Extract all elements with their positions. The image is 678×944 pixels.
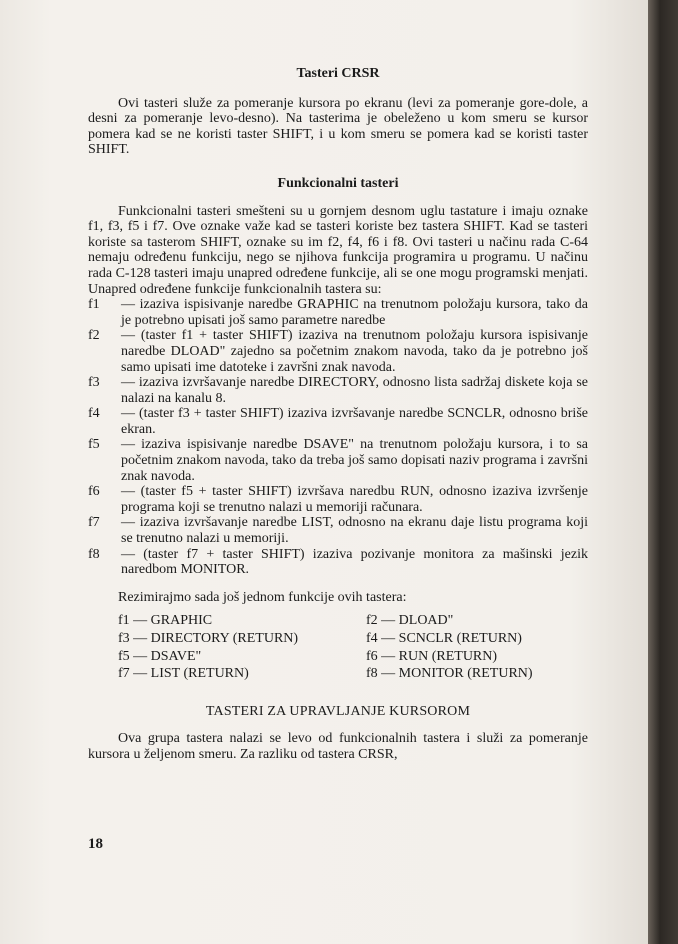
function-key-label: f6 xyxy=(88,484,100,500)
function-key-description: — izaziva izvršavanje naredbe LIST, odnosno na ekranu daje listu programa koji se trenutno nalazi u memoriji. xyxy=(121,515,588,547)
summary-grid xyxy=(88,613,588,681)
function-key-item xyxy=(88,297,588,328)
summary-item: f2 — DLOAD" xyxy=(366,613,454,629)
function-key-label: f4 xyxy=(88,406,100,422)
summary-item: f7 — LIST (RETURN) xyxy=(118,666,249,682)
book-edge xyxy=(648,0,678,944)
page-content xyxy=(88,66,588,763)
function-key-description: — (taster f7 + taster SHIFT) izaziva pozivanje monitora za mašinski jezik naredbom MONITOR. xyxy=(121,546,588,578)
function-key-label: f8 xyxy=(88,546,100,562)
function-key-description: — izaziva ispisivanje naredbe GRAPHIC na trenutnom položaju kursora, tako da je potrebno upisati još samo parametre naredbe xyxy=(121,297,588,328)
section-title-function-keys: Funkcionalni tasteri xyxy=(277,175,399,191)
function-key-description: — izaziva izvršavanje naredbe DIRECTORY, odnosno lista sadržaj diskete koja se nalazi na kanalu 8. xyxy=(121,375,588,406)
function-key-label: f5 xyxy=(88,437,100,453)
summary-intro: Rezimirajmo sada još jednom funkcije ovih tastera: xyxy=(118,589,407,605)
summary-item: f3 — DIRECTORY (RETURN) xyxy=(118,631,299,646)
function-key-description: — (taster f5 + taster SHIFT) izvršava naredbu RUN, odnosno izaziva izvršenje programa koji se trenutno nalazi u memoriji računara. xyxy=(121,484,588,515)
function-key-list xyxy=(88,297,588,578)
function-key-description: — (taster f1 + taster SHIFT) izaziva na trenutnom položaju kursora ispisivanje naredbe DLOAD" zajedno sa početnim znakom navoda, tako da je potrebno još samo upisati ime datoteke i završni znak navoda. xyxy=(121,328,588,375)
section-title-crsr: Tasteri CRSR xyxy=(296,66,380,81)
function-key-item xyxy=(88,547,588,578)
function-key-item xyxy=(88,375,588,406)
function-key-label: f3 xyxy=(88,375,100,391)
summary-item: f5 — DSAVE" xyxy=(118,648,202,664)
paragraph-cursor-keys: Ova grupa tastera nalazi se levo od funkcionalnih tastera i služi za pomeranje kursora u željenom smeru. Za razliku od tastera CRSR, xyxy=(88,731,588,762)
function-key-description: — izaziva ispisivanje naredbe DSAVE" na trenutnom položaju kursora, i to sa početnim znakom navoda, tako da treba još samo dopisati naziv programa i završni znak navoda. xyxy=(121,437,588,484)
page-number: 18 xyxy=(88,836,103,852)
function-key-label: f2 xyxy=(88,328,100,344)
function-key-item xyxy=(88,515,588,546)
section-title-cursor-keys: TASTERI ZA UPRAVLJANJE KURSOROM xyxy=(205,703,471,719)
function-key-label: f7 xyxy=(88,515,100,531)
summary-item: f8 — MONITOR (RETURN) xyxy=(366,666,533,682)
summary-item: f4 — SCNCLR (RETURN) xyxy=(366,631,522,646)
paragraph-crsr: Ovi tasteri služe za pomeranje kursora po ekranu (levi za pomeranje gore-dole, a desni za pomeranje levo-desno). Na tasterima je obeleženo u kom smeru se kursor pomera kad se ne koristi taster SHIFT, i u kom smeru se pomera kad se koristi taster SHIFT. xyxy=(88,95,588,158)
summary-item: f1 — GRAPHIC xyxy=(118,613,213,629)
paragraph-function-keys-intro: Funkcionalni tasteri smešteni su u gornjem desnom uglu tastature i imaju oznake f1, f3, f5 i f7. Ove oznake važe kad se tasteri koriste bez tastera SHIFT. Kad se tasteri koriste sa tasterom SHIFT, oznake su im f2, f4, f6 i f8. Ovi tasteri u načinu rada C-64 nemaju određenu funkciju, nego se njihova funkcija programira u programu. U načinu rada C-128 tasteri imaju unapred određene funkcije, ali se one mogu programski menjati. Unapred određene funkcije funkcionalnih tastera su: xyxy=(88,203,588,297)
function-key-item xyxy=(88,406,588,437)
function-key-item xyxy=(88,328,588,375)
summary-item: f6 — RUN (RETURN) xyxy=(366,648,498,664)
function-key-label: f1 xyxy=(88,297,100,313)
function-key-description: — (taster f3 + taster SHIFT) izaziva izvršavanje naredbe SCNCLR, odnosno briše ekran. xyxy=(121,406,588,437)
function-key-item xyxy=(88,484,588,515)
function-key-item xyxy=(88,437,588,484)
